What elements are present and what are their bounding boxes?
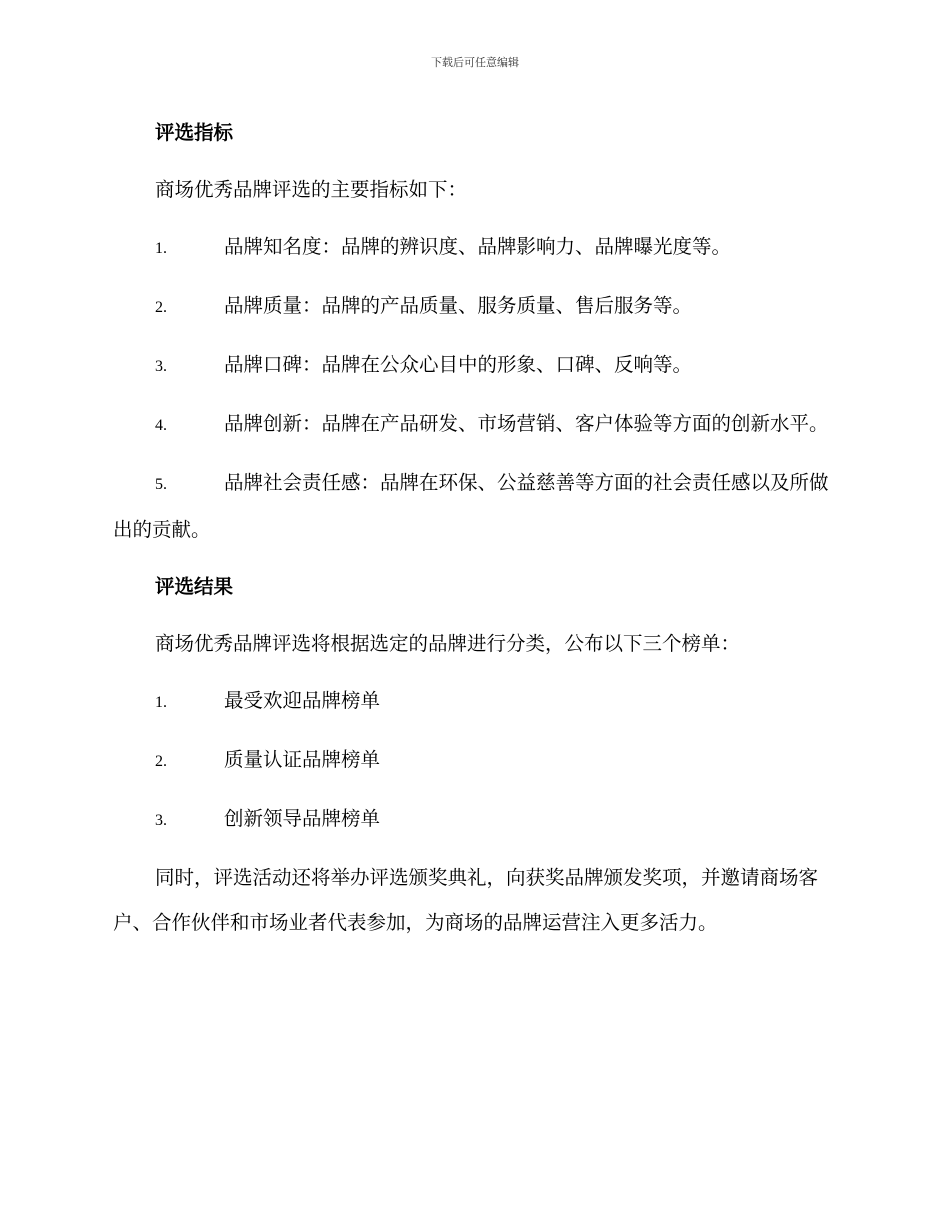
list-item: [113, 224, 838, 271]
list-item: [113, 796, 838, 843]
list-item-number: 5.: [155, 476, 167, 493]
list-item-number: 1.: [155, 240, 167, 257]
list-item: [113, 401, 838, 448]
list-item-text: 创新领导品牌榜单: [224, 807, 381, 830]
list-item-number: 2.: [155, 299, 167, 316]
closing-paragraph: 同时，评选活动还将举办评选颁奖典礼，向获奖品牌颁发奖项，并邀请商场客户、合作伙伴和市场业者代表参加，为商场的品牌运营注入更多活力。: [113, 866, 819, 934]
list-item-text: 品牌口碑：品牌在公众心目中的形象、口碑、反响等。: [224, 353, 693, 376]
criteria-intro: 商场优秀品牌评选的主要指标如下：: [155, 178, 468, 201]
results-intro: 商场优秀品牌评选将根据选定的品牌进行分类，公布以下三个榜单：: [155, 632, 741, 655]
list-item: [113, 283, 838, 330]
section-heading-criteria: 评选指标: [155, 121, 234, 144]
list-item-number: 3.: [155, 812, 167, 829]
list-item-text: 品牌知名度：品牌的辨识度、品牌影响力、品牌曝光度等。: [224, 235, 732, 258]
list-item: [113, 342, 838, 389]
list-item-number: 4.: [155, 417, 167, 434]
document-body: [113, 110, 838, 957]
list-item-number: 3.: [155, 358, 167, 375]
list-item-number: 2.: [155, 753, 167, 770]
list-item-text: 品牌质量：品牌的产品质量、服务质量、售后服务等。: [224, 294, 693, 317]
list-item-text: 最受欢迎品牌榜单: [224, 689, 381, 712]
list-item: [113, 737, 838, 784]
header-note: 下载后可任意编辑: [431, 56, 519, 69]
list-item: [113, 678, 838, 725]
list-item-text: 品牌社会责任感：品牌在环保、公益慈善等方面的社会责任感以及所做出的贡献。: [113, 471, 829, 541]
list-item: [113, 460, 838, 552]
list-item-text: 质量认证品牌榜单: [224, 748, 381, 771]
section-heading-results: 评选结果: [155, 575, 234, 598]
list-item-number: 1.: [155, 694, 167, 711]
list-item-text: 品牌创新：品牌在产品研发、市场营销、客户体验等方面的创新水平。: [224, 412, 829, 435]
